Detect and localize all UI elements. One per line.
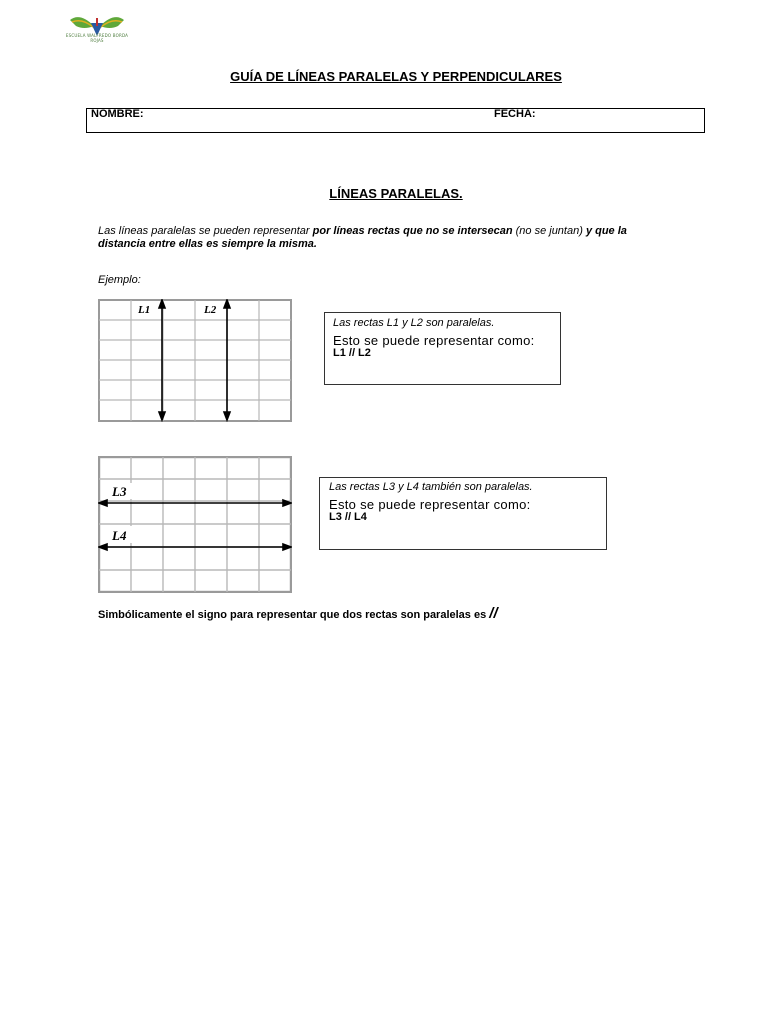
note1-line3: L1 // L2 [333, 347, 371, 359]
label-l1: L1 [138, 304, 151, 316]
page-title: GUÍA DE LÍNEAS PARALELAS Y PERPENDICULARES [230, 69, 562, 84]
parallel-sign: // [489, 605, 498, 622]
note1-line1: Las rectas L1 y L2 son paralelas. [333, 317, 495, 329]
logo-text: ESCUELA WALFREDO BORDA ROJAS [65, 33, 129, 43]
label-l2: L2 [204, 304, 217, 316]
note1-line2: Esto se puede representar como: [333, 333, 535, 348]
note-box-2 [319, 477, 607, 550]
example-label: Ejemplo: [98, 274, 141, 286]
intro-text-1: Las líneas paralelas se pueden representar [98, 225, 313, 237]
intro-bold-2: y que la distancia entre ellas es siempre la misma. [98, 225, 627, 250]
intro-bold-1: por líneas rectas que no se intersecan [312, 225, 513, 237]
note2-line1: Las rectas L3 y L4 también son paralelas. [329, 481, 533, 493]
horizontal-lines-grid [98, 456, 292, 593]
symbolic-text: Simbólicamente el signo para representar que dos rectas son paralelas es [98, 609, 490, 621]
date-label: FECHA: [494, 108, 536, 120]
intro-text-2: (no se juntan) [512, 225, 586, 237]
section-subtitle: LÍNEAS PARALELAS. [329, 186, 463, 201]
note2-line2: Esto se puede representar como: [329, 497, 531, 512]
name-date-box [86, 108, 705, 133]
label-l3: L3 [112, 484, 127, 499]
symbolic-statement [98, 605, 498, 622]
note2-line3: L3 // L4 [329, 511, 367, 523]
intro-paragraph [98, 225, 658, 251]
name-label: NOMBRE: [91, 108, 144, 120]
label-l4: L4 [112, 528, 127, 543]
vertical-lines-grid [98, 299, 292, 422]
note-box-1 [324, 312, 561, 385]
